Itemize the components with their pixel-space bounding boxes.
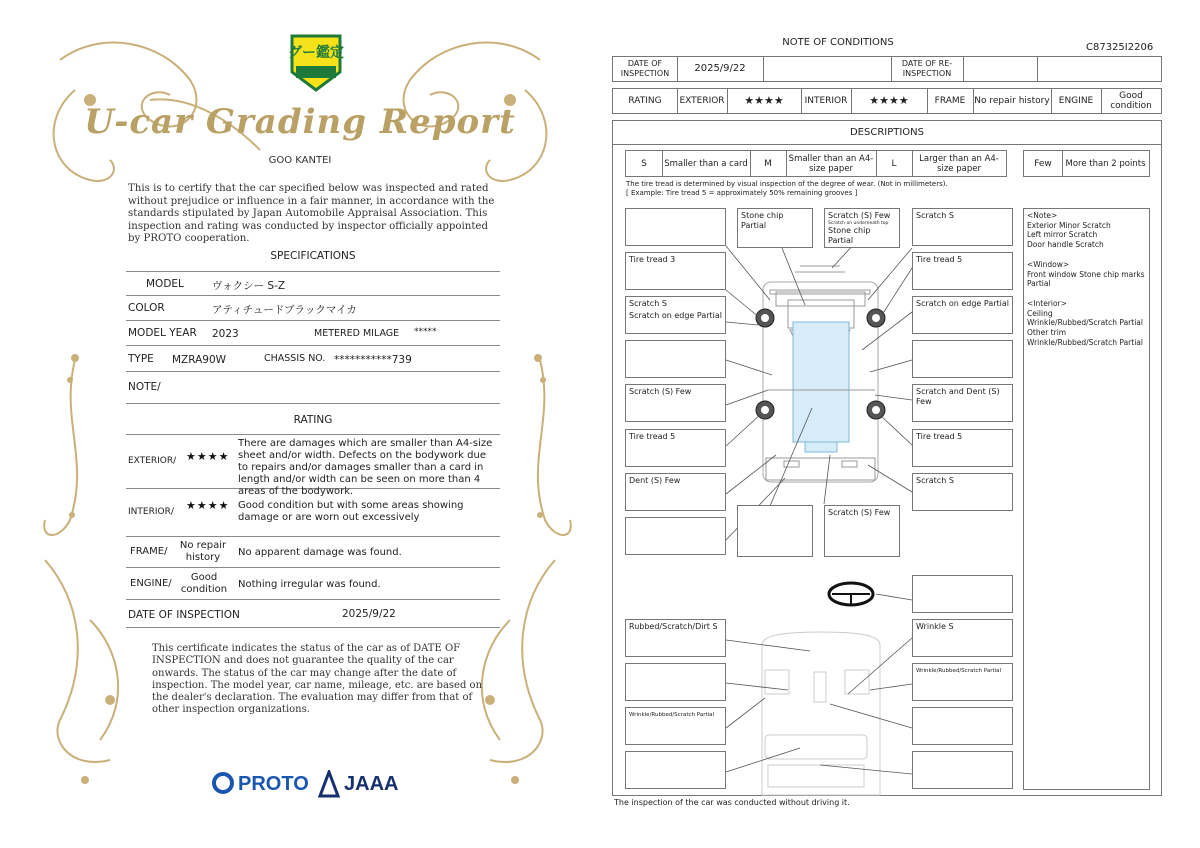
interior-stars: ★★★★ (186, 499, 230, 512)
note-text: Tire tread 5 (629, 432, 676, 441)
note-text: Stone chip Partial (828, 226, 871, 245)
note-text: Tire tread 3 (629, 255, 676, 264)
note-label: NOTE/ (128, 381, 161, 393)
type-label: TYPE (128, 353, 154, 365)
date-value: 2025/9/22 (342, 608, 396, 620)
side-note-panel (1023, 208, 1150, 790)
note-text: Scratch (S) Few (629, 387, 692, 396)
note-box-left-tire-front (625, 252, 726, 290)
side-note-line: Door handle Scratch (1027, 240, 1104, 250)
engine-description: Nothing irregular was found. (238, 579, 381, 590)
spec-row-note (126, 372, 500, 404)
note-text: Tire tread 5 (916, 432, 963, 441)
legend-l: L (891, 158, 897, 169)
note-box-empty-5 (625, 751, 726, 789)
note-box-right-top (912, 208, 1013, 246)
sheet-title: NOTE OF CONDITIONS (782, 37, 894, 48)
note-text: Rubbed/Scratch/Dirt S (629, 622, 718, 631)
note-box-right-scratch (912, 473, 1013, 511)
frame-value: No repair history (974, 96, 1050, 106)
exterior-description: There are damages which are smaller than A4-size sheet and/or width. Defects on the bodywork due to repairs and/or damages smaller than a card in length and/or width can be seen on more than 4 areas of the bodywork. (238, 438, 493, 497)
note-box-interior-right-1 (912, 619, 1013, 657)
side-note-line: Wrinkle/Rubbed/Scratch Partial (1027, 318, 1143, 328)
side-note-line (1027, 250, 1146, 260)
side-note-line: <Window> (1027, 259, 1070, 269)
note-box-steering (912, 575, 1013, 613)
note-text: Wrinkle/Rubbed/Scratch Partial (629, 712, 715, 718)
interior-description: Good condition but with some areas showing damage or are worn out excessively (238, 500, 464, 523)
color-value: アティチュードブラックマイカ (212, 304, 357, 316)
note-box-empty-7 (912, 707, 1013, 745)
legend-m-text: Smaller than an A4-size paper (788, 153, 874, 174)
engine-value: Good condition (180, 572, 228, 595)
side-note-line: Other trim (1027, 328, 1067, 338)
exterior-stars: ★★★★ (186, 450, 230, 463)
rating-heading: RATING (293, 414, 333, 426)
side-note-line: Left mirror Scratch (1027, 230, 1098, 240)
note-box-interior-left-2 (625, 707, 726, 745)
rating-row-exterior (126, 434, 500, 497)
legend-m: M (764, 158, 772, 169)
date-of-inspection-label: DATE OF INSPECTION (620, 59, 670, 78)
note-text: Scratch (S) Few (828, 508, 891, 517)
chassis-label: CHASSIS NO. (264, 353, 326, 364)
exterior-stars: ★★★★ (744, 94, 784, 107)
note-box-bottom-empty (737, 505, 813, 557)
legend-s-text: Smaller than a card (664, 158, 748, 169)
legend-l-text: Larger than an A4-size paper (919, 153, 999, 174)
sheet-footer: The inspection of the car was conducted without driving it. (614, 798, 850, 807)
note-text: Stone chip Partial (741, 211, 784, 230)
side-note-line: Exterior Minor Scratch (1027, 220, 1111, 230)
note-box-empty-1 (625, 208, 726, 246)
frame-value: No repair history (179, 540, 227, 563)
side-note-line: Wrinkle/Rubbed/Scratch Partial (1027, 337, 1143, 347)
sheet-code: C87325I2206 (1086, 42, 1154, 53)
date-of-reinspection-label: DATE OF RE-INSPECTION (901, 59, 953, 78)
note-text: Scratch (S) Few (828, 211, 891, 220)
engine-value: Good condition (1110, 91, 1152, 111)
note-box-left-scratch (625, 296, 726, 334)
side-note-line: <Interior> (1027, 298, 1067, 308)
certificate-intro: This is to certify that the car specified below was inspected and rated without prejudice or influence in a fair manner, in accordance with the standards stipulated by Japan Automobile Appraisal Association. This inspection and rating was conducted by inspector officially appointed by PROTO cooperation. (128, 183, 495, 244)
rating-row-frame (126, 537, 500, 568)
legend-few-text: More than 2 points (1065, 158, 1146, 169)
proto-logo-icon (212, 771, 236, 797)
side-note-line (1027, 289, 1146, 299)
note-box-bottom-scratch (824, 505, 900, 557)
note-text: Scratch on underneath top (828, 221, 889, 226)
specifications-heading: SPECIFICATIONS (270, 250, 356, 262)
rating-row-date (126, 600, 500, 628)
note-box-empty-4 (625, 663, 726, 701)
note-box-interior-right-2 (912, 663, 1013, 701)
legend-s: S (641, 158, 647, 169)
note-box-empty-8 (912, 751, 1013, 789)
note-text: Tire tread 5 (916, 255, 963, 264)
note-box-right-tire-front (912, 252, 1013, 290)
certificate-footer: This certificate indicates the status of the car as of DATE OF INSPECTION and does not guarantee the quality of the car onwards. The status of the car may change after the date of inspection. The model year, car name, mileage, etc. are based on the dealer's declaration. The evaluation may differ from that of other inspection organizations. (152, 643, 483, 716)
note-box-top-scratch (824, 208, 900, 248)
jaaa-logo-text: JAAA (344, 773, 399, 795)
year-label: MODEL YEAR (128, 327, 197, 339)
goo-kantei-badge-logo (288, 32, 344, 94)
note-box-right-edge (912, 296, 1013, 334)
note-text: Scratch S (916, 476, 954, 485)
engine-label: ENGINE (1058, 96, 1094, 106)
tire-note-2: [ Example: Tire tread 5 = approximately 50% remaining grooves ] (626, 189, 858, 197)
note-text: Wrinkle S (916, 622, 954, 631)
rating-row-engine (126, 568, 500, 600)
tire-note-1: The tire tread is determined by visual inspection of the degree of wear. (Not in millimeters). (626, 180, 948, 188)
side-note-line: <Note> (1027, 211, 1058, 220)
interior-stars: ★★★★ (869, 94, 909, 107)
note-box-left-tire-rear (625, 429, 726, 467)
note-box-left-dent (625, 473, 726, 511)
note-text: Scratch on edge Partial (916, 299, 1010, 308)
note-of-conditions-sheet (600, 0, 1200, 848)
note-box-empty-6 (912, 340, 1013, 378)
model-label: MODEL (146, 278, 184, 290)
chassis-value: ***********739 (334, 354, 412, 366)
note-box-right-dent (912, 384, 1013, 422)
jaaa-logo-icon (318, 770, 340, 798)
color-label: COLOR (128, 302, 165, 314)
note-text: Scratch and Dent (S) Few (916, 387, 1000, 406)
interior-label: INTERIOR (804, 96, 848, 106)
descriptions-heading: DESCRIPTIONS (613, 121, 1161, 145)
spec-row-type (126, 346, 500, 372)
note-box-top-stone-chip (737, 208, 813, 248)
rating-row-interior (126, 489, 500, 537)
frame-label: FRAME/ (130, 546, 168, 557)
legend-few: Few (1034, 158, 1052, 169)
note-box-empty-2 (625, 340, 726, 378)
model-value: ヴォクシー S-Z (212, 280, 286, 292)
proto-logo-text: PROTO (238, 773, 309, 795)
exterior-label: EXTERIOR (679, 96, 725, 106)
date-of-inspection-value: 2025/9/22 (694, 63, 746, 74)
note-text: Dent (S) Few (629, 476, 681, 485)
frame-label: FRAME (934, 96, 966, 106)
type-value: MZRA90W (172, 354, 227, 366)
spec-row-year (126, 321, 500, 346)
milage-label: METERED MILAGE (314, 328, 400, 339)
exterior-label: EXTERIOR/ (128, 456, 177, 466)
side-note-line: Front window Stone chip marks Partial (1027, 269, 1145, 289)
badge-text: グー鑑定 (288, 45, 344, 61)
certificate-org: GOO KANTEI (268, 155, 332, 166)
note-box-left-few (625, 384, 726, 422)
spec-row-model (126, 271, 500, 296)
year-value: 2023 (212, 328, 239, 340)
interior-label: INTERIOR/ (128, 507, 174, 517)
note-text: Scratch on edge Partial (629, 311, 723, 320)
note-text: Scratch S (916, 211, 954, 220)
engine-label: ENGINE/ (130, 578, 172, 589)
frame-description: No apparent damage was found. (238, 547, 402, 558)
side-note-line: Ceiling (1027, 308, 1053, 318)
date-label: DATE OF INSPECTION (128, 609, 240, 621)
note-box-empty-3 (625, 517, 726, 555)
certificate-title: U-car Grading Report (84, 102, 516, 142)
note-text: Wrinkle/Rubbed/Scratch Partial (916, 668, 1002, 674)
rating-label: RATING (628, 96, 662, 106)
spec-row-color (126, 296, 500, 321)
note-box-right-tire-rear (912, 429, 1013, 467)
milage-value: ***** (414, 327, 437, 337)
note-text: Scratch S (629, 299, 667, 308)
note-box-interior-left-1 (625, 619, 726, 657)
